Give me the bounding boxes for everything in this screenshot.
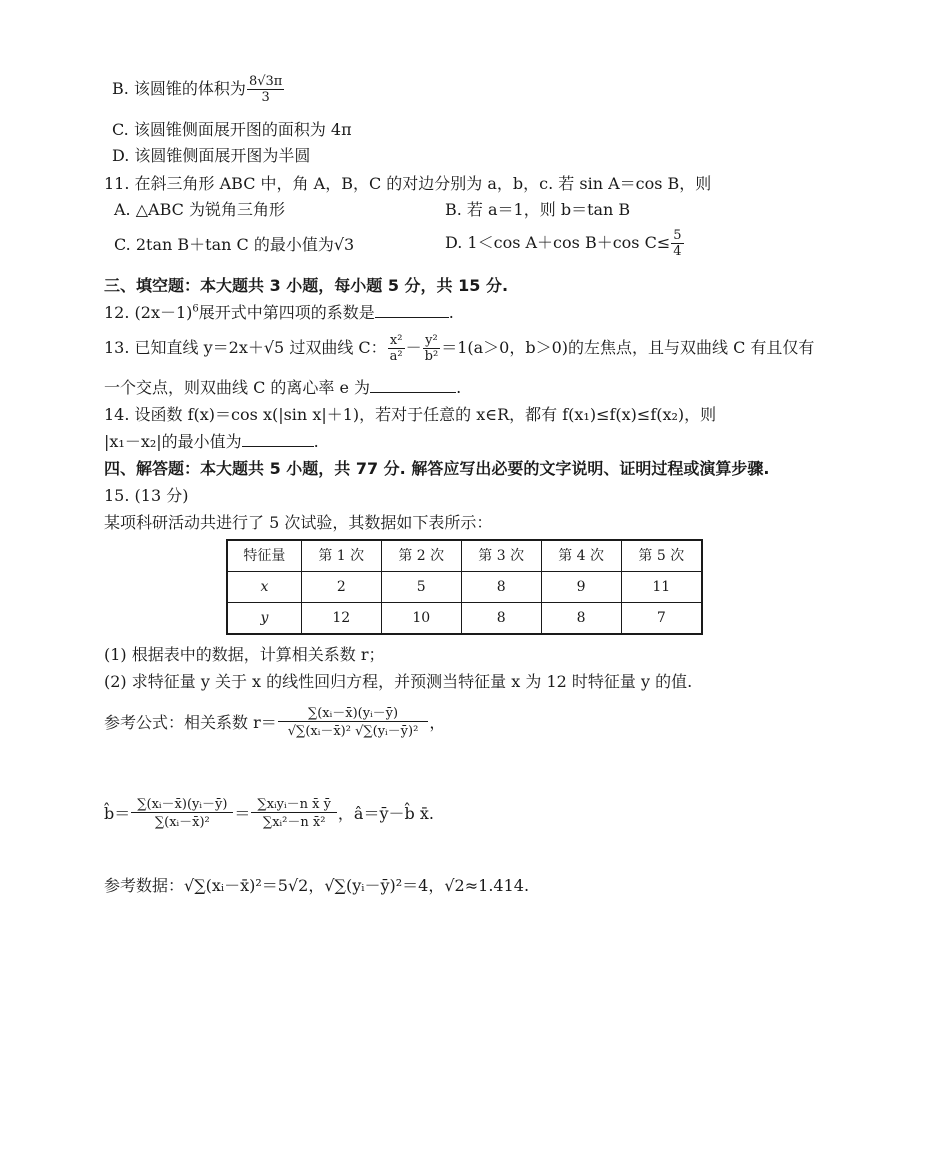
q11-option-b: B. 若 a＝1，则 b＝tan B bbox=[445, 200, 631, 219]
formula-b-fraction-2 bbox=[251, 797, 337, 830]
q13-line-2 bbox=[104, 378, 461, 397]
reference-data bbox=[104, 876, 529, 895]
q13-fraction-x bbox=[388, 333, 405, 364]
q11-option-d-numerator: 5 bbox=[673, 228, 682, 243]
q15-head: 15. (13 分) bbox=[104, 486, 189, 505]
table-cell: 8 bbox=[541, 603, 621, 635]
q13-fraction-y-den: b² bbox=[424, 349, 439, 364]
q10-option-b-label: B. 该圆锥的体积为 bbox=[112, 79, 246, 98]
q10-option-b bbox=[112, 74, 285, 105]
table-header-cell: 第 4 次 bbox=[541, 540, 621, 572]
table-cell: 2 bbox=[301, 572, 381, 603]
q11-option-a: A. △ABC 为锐角三角形 bbox=[114, 200, 285, 219]
q10-option-b-fraction bbox=[247, 74, 284, 105]
table-cell: y bbox=[227, 603, 301, 635]
q11-option-c: C. 2tan B＋tan C 的最小值为√3 bbox=[114, 235, 355, 254]
q12-prefix: 12. (2x－1) bbox=[104, 303, 193, 322]
table-header-cell: 特征量 bbox=[227, 540, 301, 572]
q14-end: . bbox=[313, 432, 319, 451]
q13-fraction-y bbox=[423, 333, 441, 364]
q15-part-1: (1) 根据表中的数据，计算相关系数 r； bbox=[104, 645, 385, 664]
q11-option-d-denominator: 4 bbox=[673, 244, 682, 259]
table-cell: 8 bbox=[461, 603, 541, 635]
q10-option-c: C. 该圆锥侧面展开图的面积为 4π bbox=[112, 120, 352, 139]
q13-fraction-x-den: a² bbox=[389, 349, 403, 364]
table-cell: 5 bbox=[381, 572, 461, 603]
q13-answer-blank bbox=[370, 378, 456, 393]
formula-b-fraction-1 bbox=[131, 797, 233, 830]
formula-r-fraction bbox=[278, 706, 429, 739]
q11-option-d bbox=[445, 228, 685, 259]
table-cell: x bbox=[227, 572, 301, 603]
q13-end: . bbox=[456, 378, 462, 397]
q10-option-b-pi: π bbox=[273, 74, 283, 89]
table-cell: 11 bbox=[621, 572, 702, 603]
q13-text-b: ＝1(a＞0，b＞0)的左焦点，且与双曲线 C 有且仅有 bbox=[441, 338, 815, 357]
q15-part-2: (2) 求特征量 y 关于 x 的线性回归方程，并预测当特征量 x 为 12 时特征量 y 的值. bbox=[104, 672, 693, 691]
q12 bbox=[104, 303, 454, 322]
q12-answer-blank bbox=[375, 303, 449, 318]
q12-exponent: 6 bbox=[192, 303, 199, 315]
table-header-cell: 第 2 次 bbox=[381, 540, 461, 572]
table-cell: 10 bbox=[381, 603, 461, 635]
q11-option-d-label: D. 1＜cos A＋cos B＋cos C≤ bbox=[445, 233, 671, 252]
q15-data-table bbox=[226, 539, 703, 635]
table-header-cell: 第 5 次 bbox=[621, 540, 702, 572]
q14-text-line2: |x₁－x₂|的最小值为 bbox=[104, 432, 242, 451]
q14-line-1: 14. 设函数 f(x)＝cos x(|sin x|＋1)，若对于任意的 x∈R，都有 f(x₁)≤f(x)≤f(x₂)，则 bbox=[104, 405, 717, 424]
formula-r-tail: ， bbox=[429, 712, 446, 732]
q13-text-line2: 一个交点，则双曲线 C 的离心率 e 为 bbox=[104, 378, 371, 397]
q14-answer-blank bbox=[242, 432, 314, 447]
table-cell: 8 bbox=[461, 572, 541, 603]
reference-data-3: ，√2≈1.414. bbox=[428, 876, 530, 895]
q13-line-1 bbox=[104, 333, 814, 364]
table-cell: 9 bbox=[541, 572, 621, 603]
formula-r-numerator: ∑(xᵢ－x̄)(yᵢ－ȳ) bbox=[278, 706, 429, 722]
q11-stem: 11. 在斜三角形 ABC 中，角 A，B，C 的对边分别为 a，b，c. 若 sin A＝cos B，则 bbox=[104, 174, 712, 193]
q11-option-d-fraction bbox=[671, 228, 683, 259]
q13-fraction-x-num: x² bbox=[388, 333, 405, 349]
formula-a-hat: ，â＝ȳ－b̂ x̄. bbox=[337, 803, 434, 823]
q13-text-a: 13. 已知直线 y＝2x＋√5 过双曲线 C： bbox=[104, 338, 387, 357]
q12-suffix: 展开式中第四项的系数是 bbox=[198, 303, 375, 322]
q10-option-b-numerator: 8√3 bbox=[248, 74, 274, 89]
formula-b-equals: ＝ bbox=[234, 803, 251, 823]
q10-option-d: D. 该圆锥侧面展开图为半圆 bbox=[112, 146, 311, 165]
q15-intro: 某项科研活动共进行了 5 次试验，其数据如下表所示： bbox=[104, 513, 493, 532]
reference-data-label: 参考数据： bbox=[104, 876, 185, 895]
q14-line-2 bbox=[104, 432, 319, 451]
table-header-row bbox=[227, 540, 702, 572]
formula-r bbox=[104, 706, 445, 739]
reference-data-1: √∑(xᵢ－x̄)²＝5√2 bbox=[184, 876, 309, 895]
q13-fraction-y-num: y² bbox=[423, 333, 441, 349]
formula-b-denominator-2: ∑xᵢ²－n x̄² bbox=[262, 815, 326, 830]
formula-b-denominator-1: ∑(xᵢ－x̄)² bbox=[154, 815, 210, 830]
formula-b-numerator-2: ∑xᵢyᵢ－n x̄ ȳ bbox=[251, 797, 337, 813]
table-cell: 12 bbox=[301, 603, 381, 635]
formula-b-numerator-1: ∑(xᵢ－x̄)(yᵢ－ȳ) bbox=[131, 797, 233, 813]
table-header-cell: 第 1 次 bbox=[301, 540, 381, 572]
reference-data-2: ，√∑(yᵢ－ȳ)²＝4 bbox=[308, 876, 429, 895]
section-4-heading: 四、解答题：本大题共 5 小题，共 77 分. 解答应写出必要的文字说明、证明过程或演算步骤. bbox=[104, 459, 770, 478]
table-cell: 7 bbox=[621, 603, 702, 635]
q13-minus: － bbox=[405, 338, 422, 357]
formula-r-label: 参考公式：相关系数 r＝ bbox=[104, 712, 277, 732]
table-row bbox=[227, 572, 702, 603]
formula-b-label: b̂＝ bbox=[104, 803, 131, 823]
formula-r-denominator: √∑(xᵢ－x̄)² √∑(yᵢ－ȳ)² bbox=[287, 724, 419, 739]
q10-option-b-denominator: 3 bbox=[261, 90, 270, 105]
q12-end: . bbox=[448, 303, 454, 322]
section-3-heading: 三、填空题：本大题共 3 小题，每小题 5 分，共 15 分. bbox=[104, 276, 509, 295]
table-row bbox=[227, 603, 702, 635]
table-header-cell: 第 3 次 bbox=[461, 540, 541, 572]
formula-b bbox=[104, 797, 434, 830]
